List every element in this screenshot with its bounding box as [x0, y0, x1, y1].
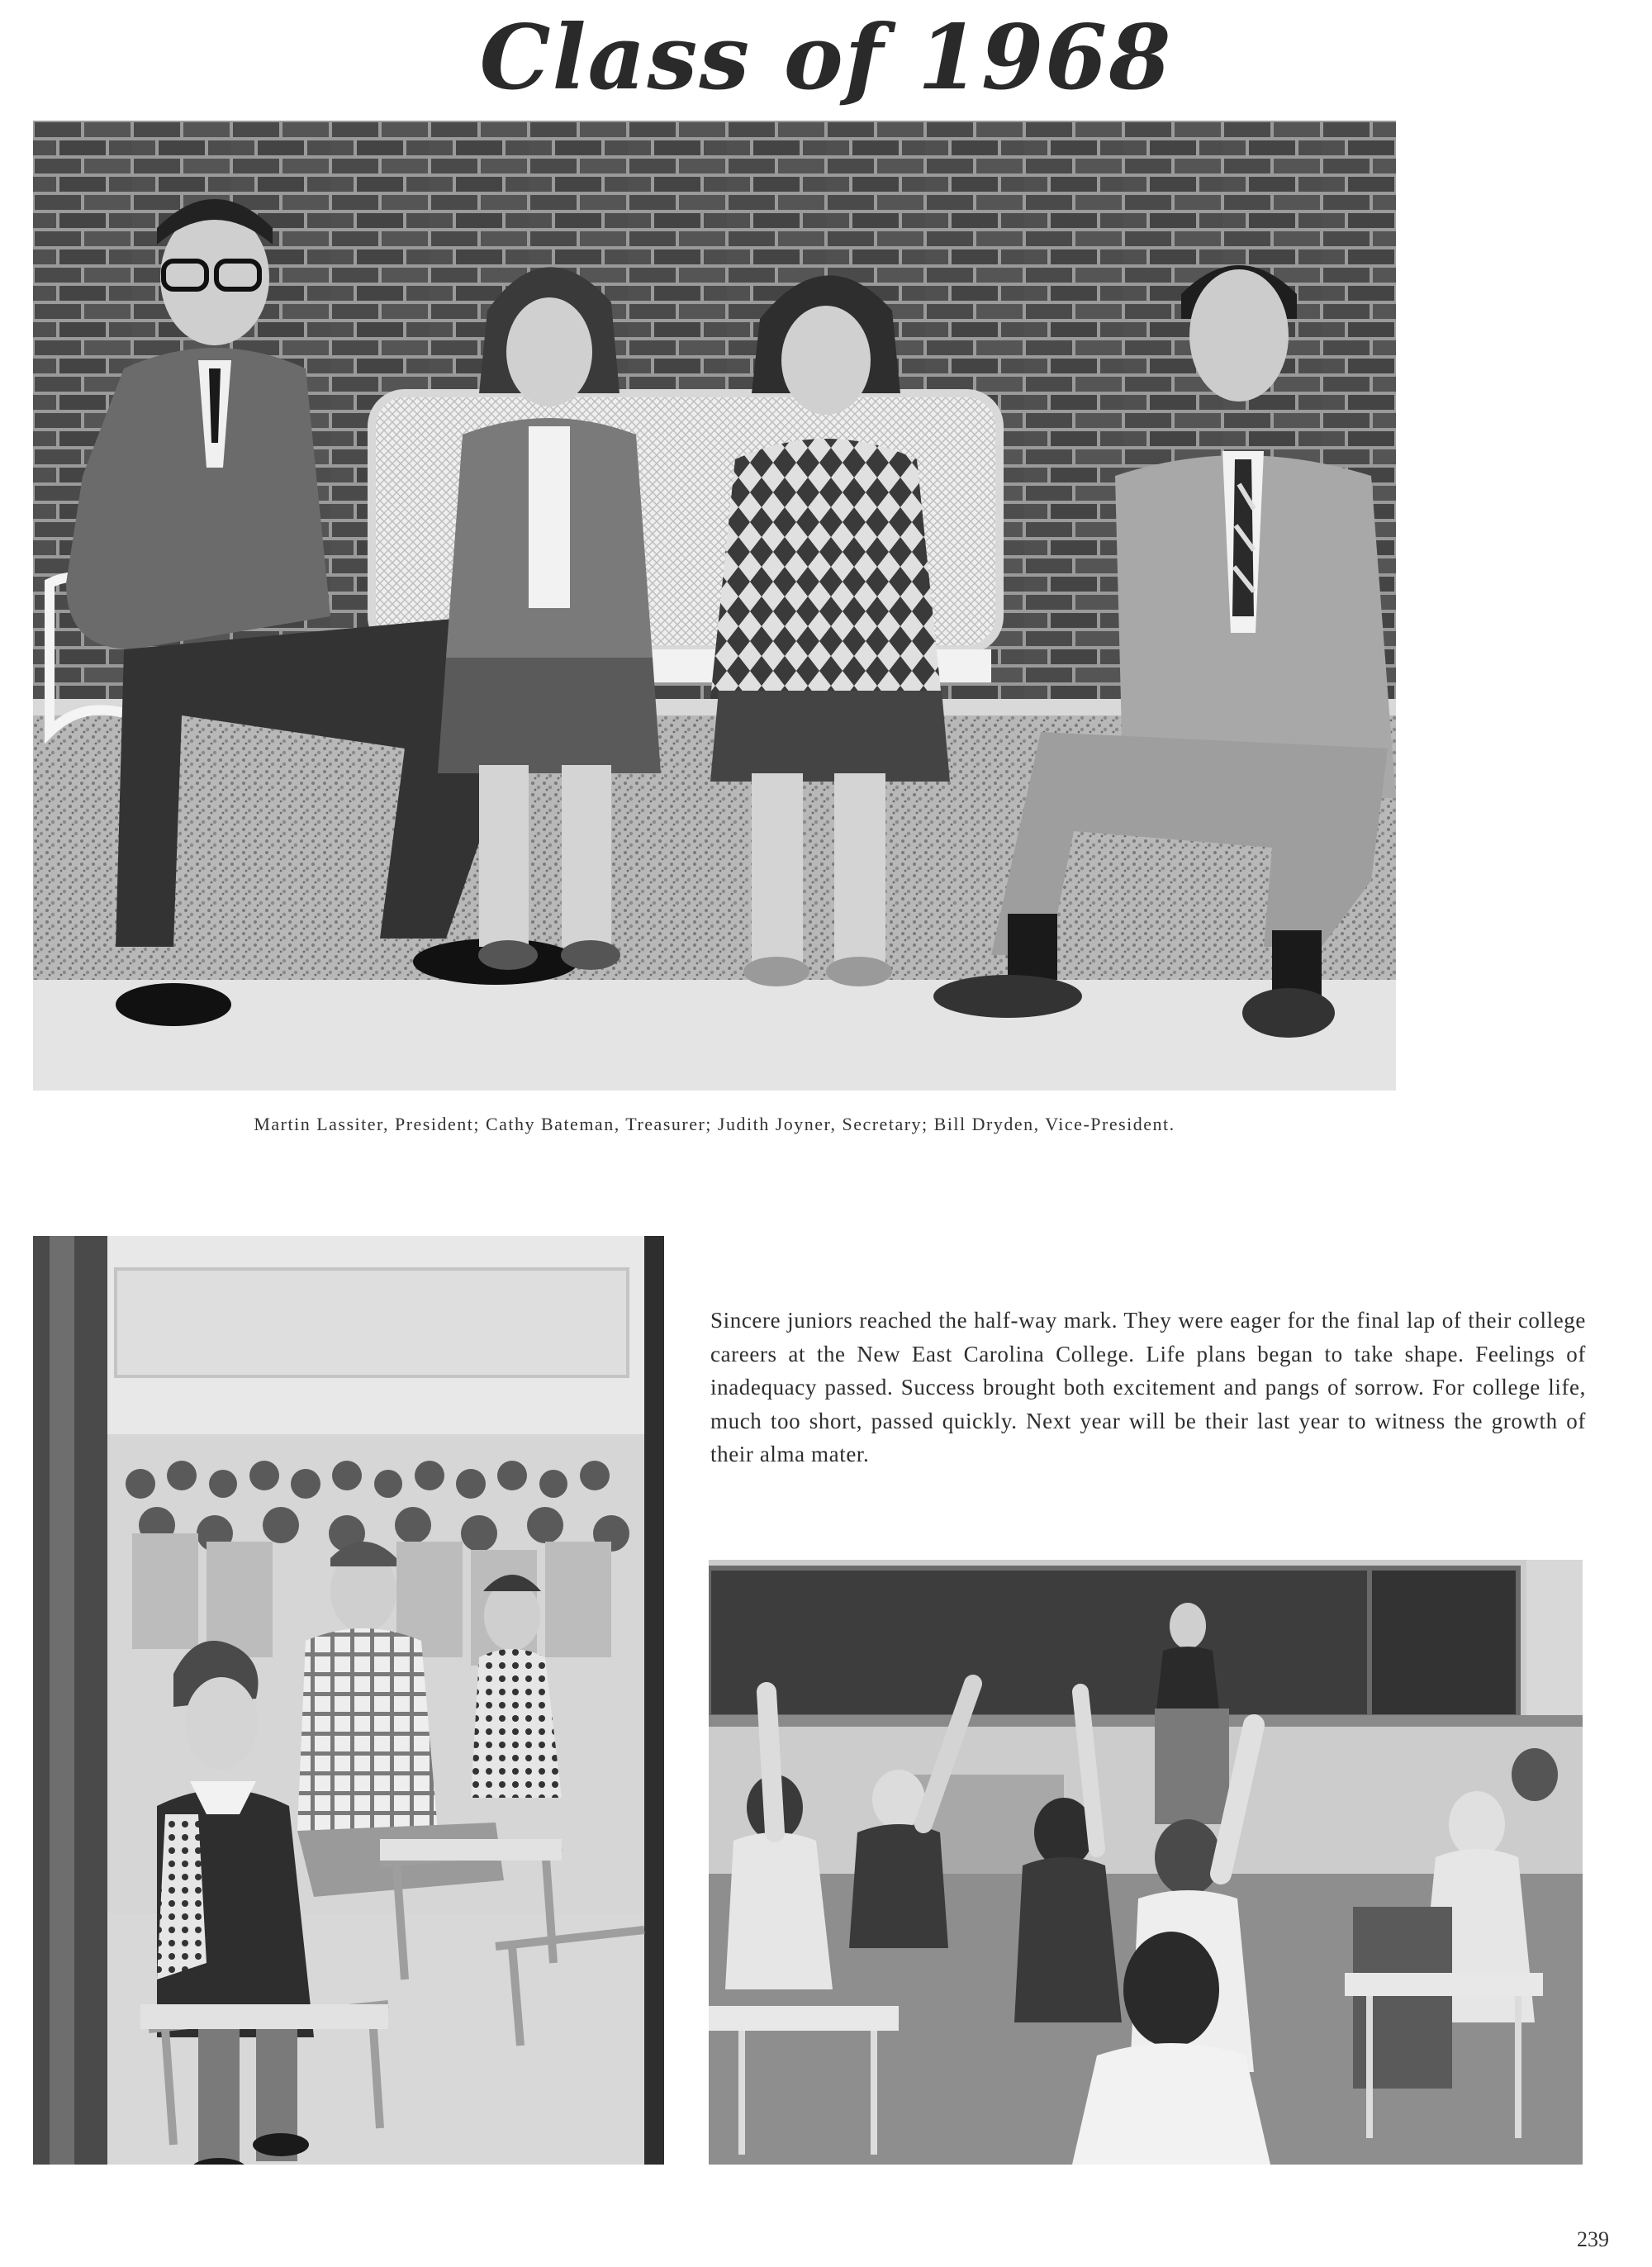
page-title: Class of 1968 [479, 6, 1173, 110]
lecture-photo [709, 1560, 1583, 2165]
classroom-photo [33, 1236, 664, 2165]
page-number: 239 [1577, 2227, 1609, 2251]
officers-photo [33, 121, 1396, 1091]
officers-caption: Martin Lassiter, President; Cathy Bateman, Treasurer; Judith Joyner, Secretary; Bill Dryden, Vice-President. [254, 1114, 1175, 1134]
article-text: Sincere juniors reached the half-way mark. They were eager for the final lap of their college careers at the New East Carolina College. Life plans began to take shape. Feelings of inadequacy passed. Success brought both excitement and pangs of sorrow. For college life, much too short, passed quickly. Next year will be their last year to witness the growth of their alma mater. [710, 1308, 1586, 1466]
